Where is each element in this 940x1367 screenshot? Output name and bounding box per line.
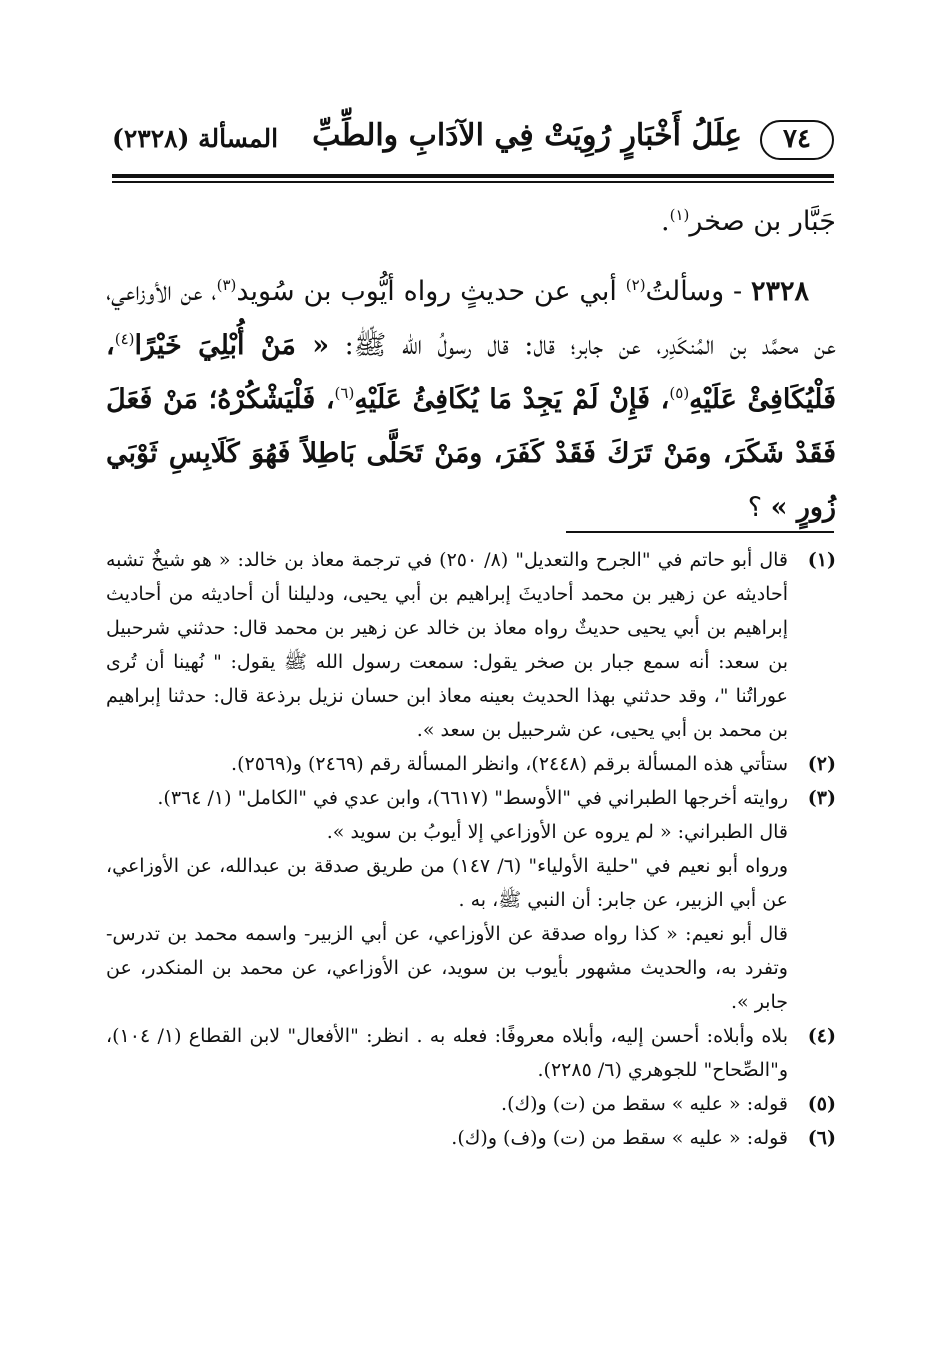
continuation-line: جَبَّار بن صخر$^{(١)}$. (661, 206, 836, 237)
hadith-text: ، فَلْيُكَافِئْ عَلَيْهِ (106, 330, 836, 415)
footnote-ref: (٣) (216, 276, 237, 294)
main-text (106, 195, 836, 535)
footnote-ref: (٤) (114, 330, 135, 348)
issue-label: المسألة (٢٣٢٨) (112, 124, 279, 153)
page-number-badge: ٧٤ (760, 120, 834, 160)
footnote-text: قال أبو حاتم في "الجرح والتعديل" (٨/ ٢٥٠) في ترجمة معاذ بن خالد: « هو شيخٌ تشبه أحاديثه عن زهير بن محمد أحاديثَ إبراهيم بن أبي يحيى، ودليلنا أن أحاديثه من أحاديث إبراهيم بن أبي يحيى حديثٌ رواه معاذ بن خالد عن زهير بن محمد قال: حدثني شرحبيل بن سعد: أنه سمع جبار بن صخر يقول: سمعت رسول الله ﷺ يقول: " نُهينا أن تُرى عوراتُنا "، وقد حدثني بهذا الحديث بعينه معاذ ابن حسان نزيل برذعة قال: حدثنا إبراهيم بن محمد بن أبي يحيى، عن شرحبيل بن سعد ». (106, 549, 788, 741)
footnote-4 (106, 1019, 836, 1087)
footnote-separator (566, 531, 834, 533)
footnote-text: قال الطبراني: « لم يروه عن الأوزاعي إلا أيوبُ بن سويد ». (326, 821, 788, 843)
footnote-text: قوله: « عليه » سقط من (ت) و(ك). (501, 1093, 788, 1115)
page-header (112, 112, 834, 172)
header-rule-thick (112, 174, 834, 178)
footnote-text: ورواه أبو نعيم في "حلية الأولياء" (٦/ ١٤٧) من طريق صدقة بن عبدالله، عن الأوزاعي، عن أبي الزبير، عن جابر: أن النبي ﷺ، به . (106, 855, 788, 911)
footnotes-section (106, 543, 836, 1155)
footnote-number: (١) (807, 549, 836, 571)
hadith-text: ، فَلْيَشْكُرْهُ؛ مَنْ فَعَلَ فَقَدْ شَكَرَ، ومَنْ تَرَكَ فَقَدْ كَفَرَ، ومَنْ تَحَلَّى بَاطِلاً فَهُوَ كَلَابِسِ ثَوْبَي زُورٍ » (106, 384, 836, 523)
footnote-ref: (١) (669, 206, 690, 224)
footnote-text: قال أبو نعيم: « كذا رواه صدقة عن الأوزاعي، عن أبي الزبير- واسمه محمد بن تدرس- وتفرد به، والحديث مشهور بأيوب بن سويد، عن الأوزاعي، عن محمد بن المنكدر، عن جابر ». (106, 923, 788, 1013)
footnote-number: (٣) (807, 787, 836, 809)
issue-paragraph (106, 265, 836, 535)
footnote-2 (106, 747, 836, 781)
issue-text: - وسألتُ (645, 276, 751, 307)
footnote-number: (٥) (807, 1093, 836, 1115)
issue-end: ؟ (747, 492, 771, 523)
continuation-text: جَبَّار بن صخر (689, 206, 836, 237)
footnote-1 (106, 543, 836, 747)
header-rule-thin (112, 181, 834, 183)
issue-number: ٢٣٢٨ (750, 276, 809, 307)
footnote-text: قوله: « عليه » سقط من (ت) و(ف) و(ك). (451, 1127, 788, 1149)
footnote-text: روايته أخرجها الطبراني في "الأوسط" (٦٦١٧)، وابن عدي في "الكامل" (١/ ٣٦٤). (157, 787, 788, 809)
footnote-number: (٦) (807, 1127, 836, 1149)
issue-text: ، عن الأوزاعي، عن محمَّد بن المُنكَدِر، عن جابر؛ قال: قال رسولُ الله ﷺ: (106, 276, 836, 361)
book-title: عِلَلُ أَخْبَارٍ رُوِيَتْ فِي الآدَابِ والطِّبِّ (312, 118, 742, 153)
footnote-5 (106, 1087, 836, 1121)
issue-text: أبي عن حديثٍ رواه أيُّوب بن سُويد (236, 276, 626, 307)
footnote-3 (106, 781, 836, 1019)
footnote-ref: (٢) (625, 276, 646, 294)
footnote-text: بلاه وأبلاه: أحسن إليه، وأبلاه معروفًا: فعله به . انظر: "الأفعال" لابن القطاع (١/ ١٠٤)، و"الصِّحاح" للجوهري (٦/ ٢٢٨٥). (106, 1025, 788, 1081)
footnote-ref: (٥) (669, 384, 690, 402)
hadith-text: « مَنْ أُبْلِيَ خَيْرًا (134, 330, 330, 361)
footnote-number: (٢) (807, 753, 836, 775)
footnote-6 (106, 1121, 836, 1155)
footnote-text: ستأتي هذه المسألة برقم (٢٤٤٨)، وانظر المسألة رقم (٢٤٦٩) و(٢٥٦٩). (231, 753, 788, 775)
hadith-text: ، فَإِنْ لَمْ يَجِدْ مَا يُكَافِئُ عَلَيْهِ (354, 384, 670, 415)
footnote-ref: (٦) (334, 384, 355, 402)
footnote-number: (٤) (807, 1025, 836, 1047)
